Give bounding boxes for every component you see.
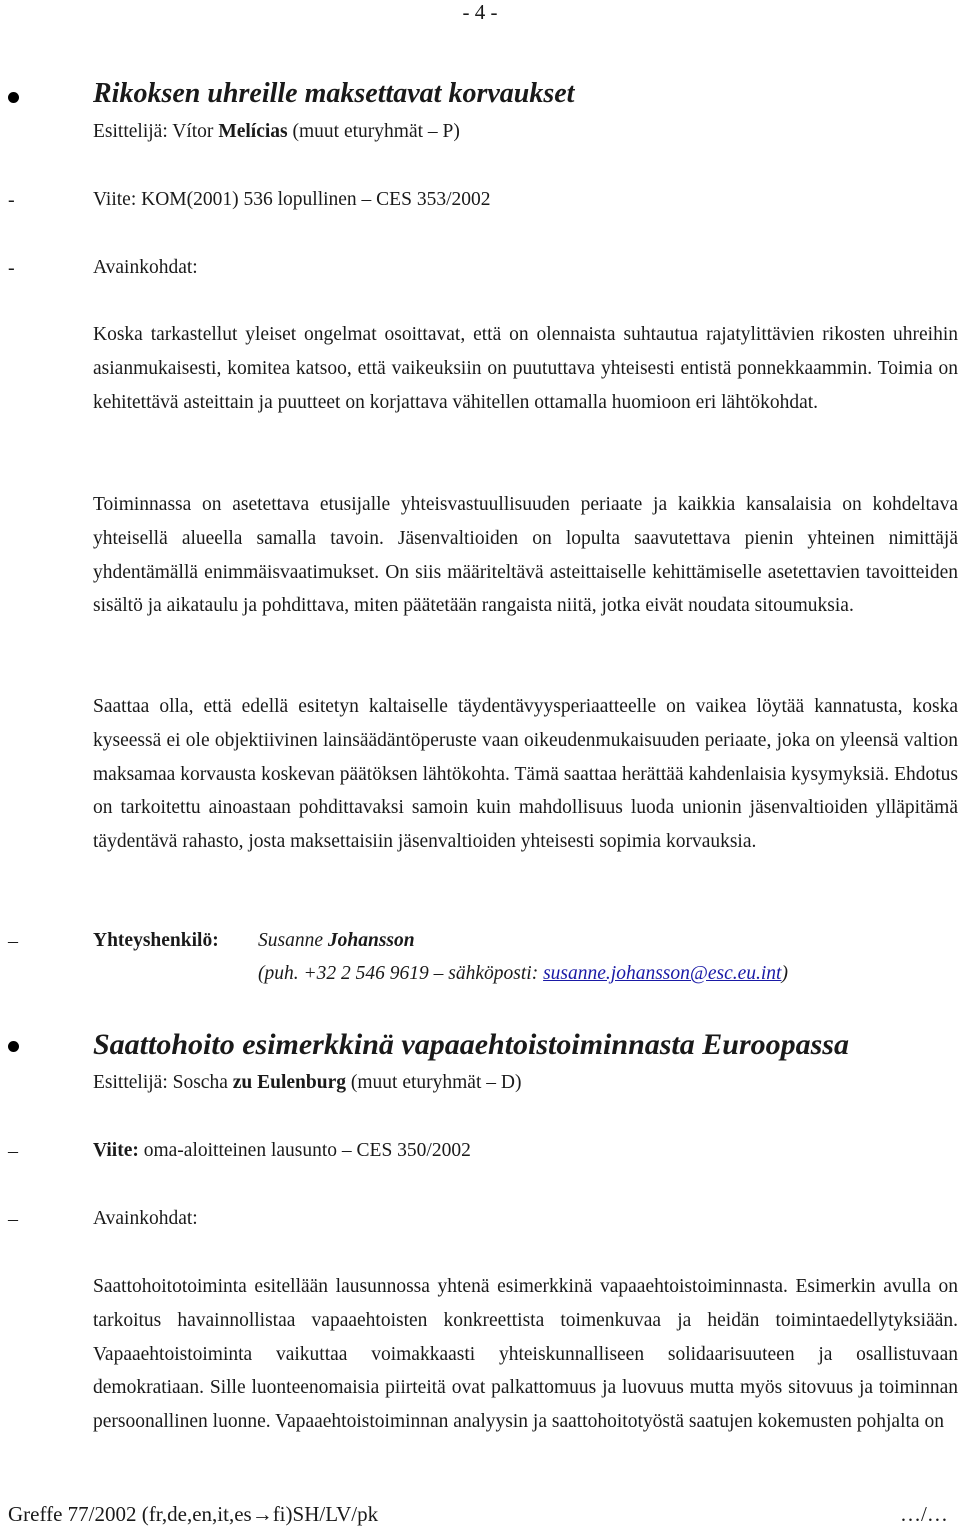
bullet-icon [8,1041,19,1052]
item1-contact-phone: (puh. +32 2 546 9619 – sähköposti: [258,963,544,984]
item1-rapporteur [93,121,460,143]
item1-contact-close: ) [781,963,788,984]
item2-rapporteur-label: Esittelijä: [93,1072,168,1093]
item2-rapporteur [93,1072,521,1094]
item1-paragraph-3: Saattaa olla, että edellä esitetyn kaltaiselle täydentävyysperiaatteelle on vaikea löytää kannatusta, koska kyseessä ei ole objektiivinen lainsäädäntöperuste vaan oikeudenmukaisuuden periaate, joka on yleensä valtion maksamaa korvausta koskevan päätöksen lähtökohta. Tämä saattaa herättää kahdenlaisia kysymyksiä. Ehdotus on tarkoitettu ainoastaan pohdittavaksi samoin kuin mahdollisuus luoda unionin jäsenvaltioiden ylläpitämä täydentävä rahasto, josta maksettaisiin jäsenvaltioiden yhteisesti sopimia korvauksia. [93,696,958,853]
item1-rapporteur-label: Esittelijä: [93,121,168,142]
item2-rapporteur-group: (muut eturyhmät – D) [350,1072,522,1093]
item1-paragraph-2: Toiminnassa on asetettava etusijalle yhteisvastuullisuuden periaate ja kaikkia kansalaisia on kohdeltava yhteisellä alueella samalla tavoin. Jäsenvaltioiden on lopulta saavutettava pienin yhteinen nimittäjä yhdentämällä enimmäisvaatimukset. On siis määriteltävä asteittaiselle kehittämiselle asetettavien tavoitteiden sisältö ja aikataulu ja pohdittava, miten päätetään rangaista niitä, jotka eivät noudata sitoumuksia. [93,494,958,617]
item1-title: Rikoksen uhreille maksettavat korvaukset [93,78,575,109]
item1-contact-first: Susanne [258,930,323,951]
item1-rapporteur-last: Melícias [218,121,288,142]
page-number: - 4 - [462,0,498,24]
dash-marker: - [8,189,15,211]
item1-paragraph-1: Koska tarkastellut yleiset ongelmat osoittavat, että on olennaista suhtautua rajatylittävien rikosten uhreihin asianmukaisesti, komitea katsoo, että vaikeuksiin on puututtava yhteisesti entistä ponnekkaammin. Toimia on kehitettävä asteittain ja puutteet on korjattava vähitellen ottamalla huomioon eri lähtökohdat. [93,324,958,413]
item2-reference-label: Viite: [93,1140,139,1161]
dash-marker: - [8,257,15,279]
dash-marker: – [8,1140,18,1162]
item2-paragraph: Saattohoitotoiminta esitellään lausunnossa yhtenä esimerkkinä vapaaehtoistoiminnasta. Esimerkin avulla on tarkoitus havainnollistaa vapaaehtoisten konkreettista toimenkuvaa ja heidän toimintaedellytyksiään. Vapaaehtoistoiminta vaikuttaa voimakkaasti yhteiskunnalliseen solidaarisuuteen ja osallistuvaan demokratiaan. Sille luonteenomaisia piirteitä ovat palkattomuus ja luovuus mutta myös sitovuus ja toiminnan persoonallinen luonne. Vapaaehtoistoiminnan analyysin ja saattohoitotyöstä saatujen kokemusten pohjalta on [93,1276,958,1433]
bullet-icon [8,92,19,103]
item1-contact-name [258,930,415,952]
item1-rapporteur-first: Vítor [172,121,214,142]
dash-marker: – [8,1208,18,1230]
item2-rapporteur-first: Soscha [172,1072,228,1093]
item1-contact-label: Yhteyshenkilö: [93,930,219,951]
footer-continued: …/… [900,1502,948,1526]
footer-ref-prefix: Greffe 77/2002 (fr,de,en,it,es [8,1502,252,1526]
item1-contact-details [258,963,788,985]
dash-marker: – [8,930,18,952]
item1-contact-email-link[interactable]: susanne.johansson@esc.eu.int [543,963,782,984]
item2-reference-text: oma-aloitteinen lausunto – CES 350/2002 [143,1140,471,1161]
item1-rapporteur-group: (muut eturyhmät – P) [292,121,460,142]
footer-reference [8,1502,378,1527]
item2-rapporteur-last: zu Eulenburg [232,1072,346,1093]
item2-reference [93,1140,471,1162]
footer-ref-suffix: fi)SH/LV/pk [272,1502,379,1526]
item1-key-points-label: Avainkohdat: [93,257,198,278]
item1-contact-last: Johansson [327,930,415,951]
item2-key-points-label: Avainkohdat: [93,1208,198,1229]
footer-arrow-icon: → [251,1502,273,1526]
item2-title: Saattohoito esimerkkinä vapaaehtoistoiminnasta Euroopassa [93,1028,849,1061]
item1-reference: Viite: KOM(2001) 536 lopullinen – CES 353/2002 [93,189,491,210]
